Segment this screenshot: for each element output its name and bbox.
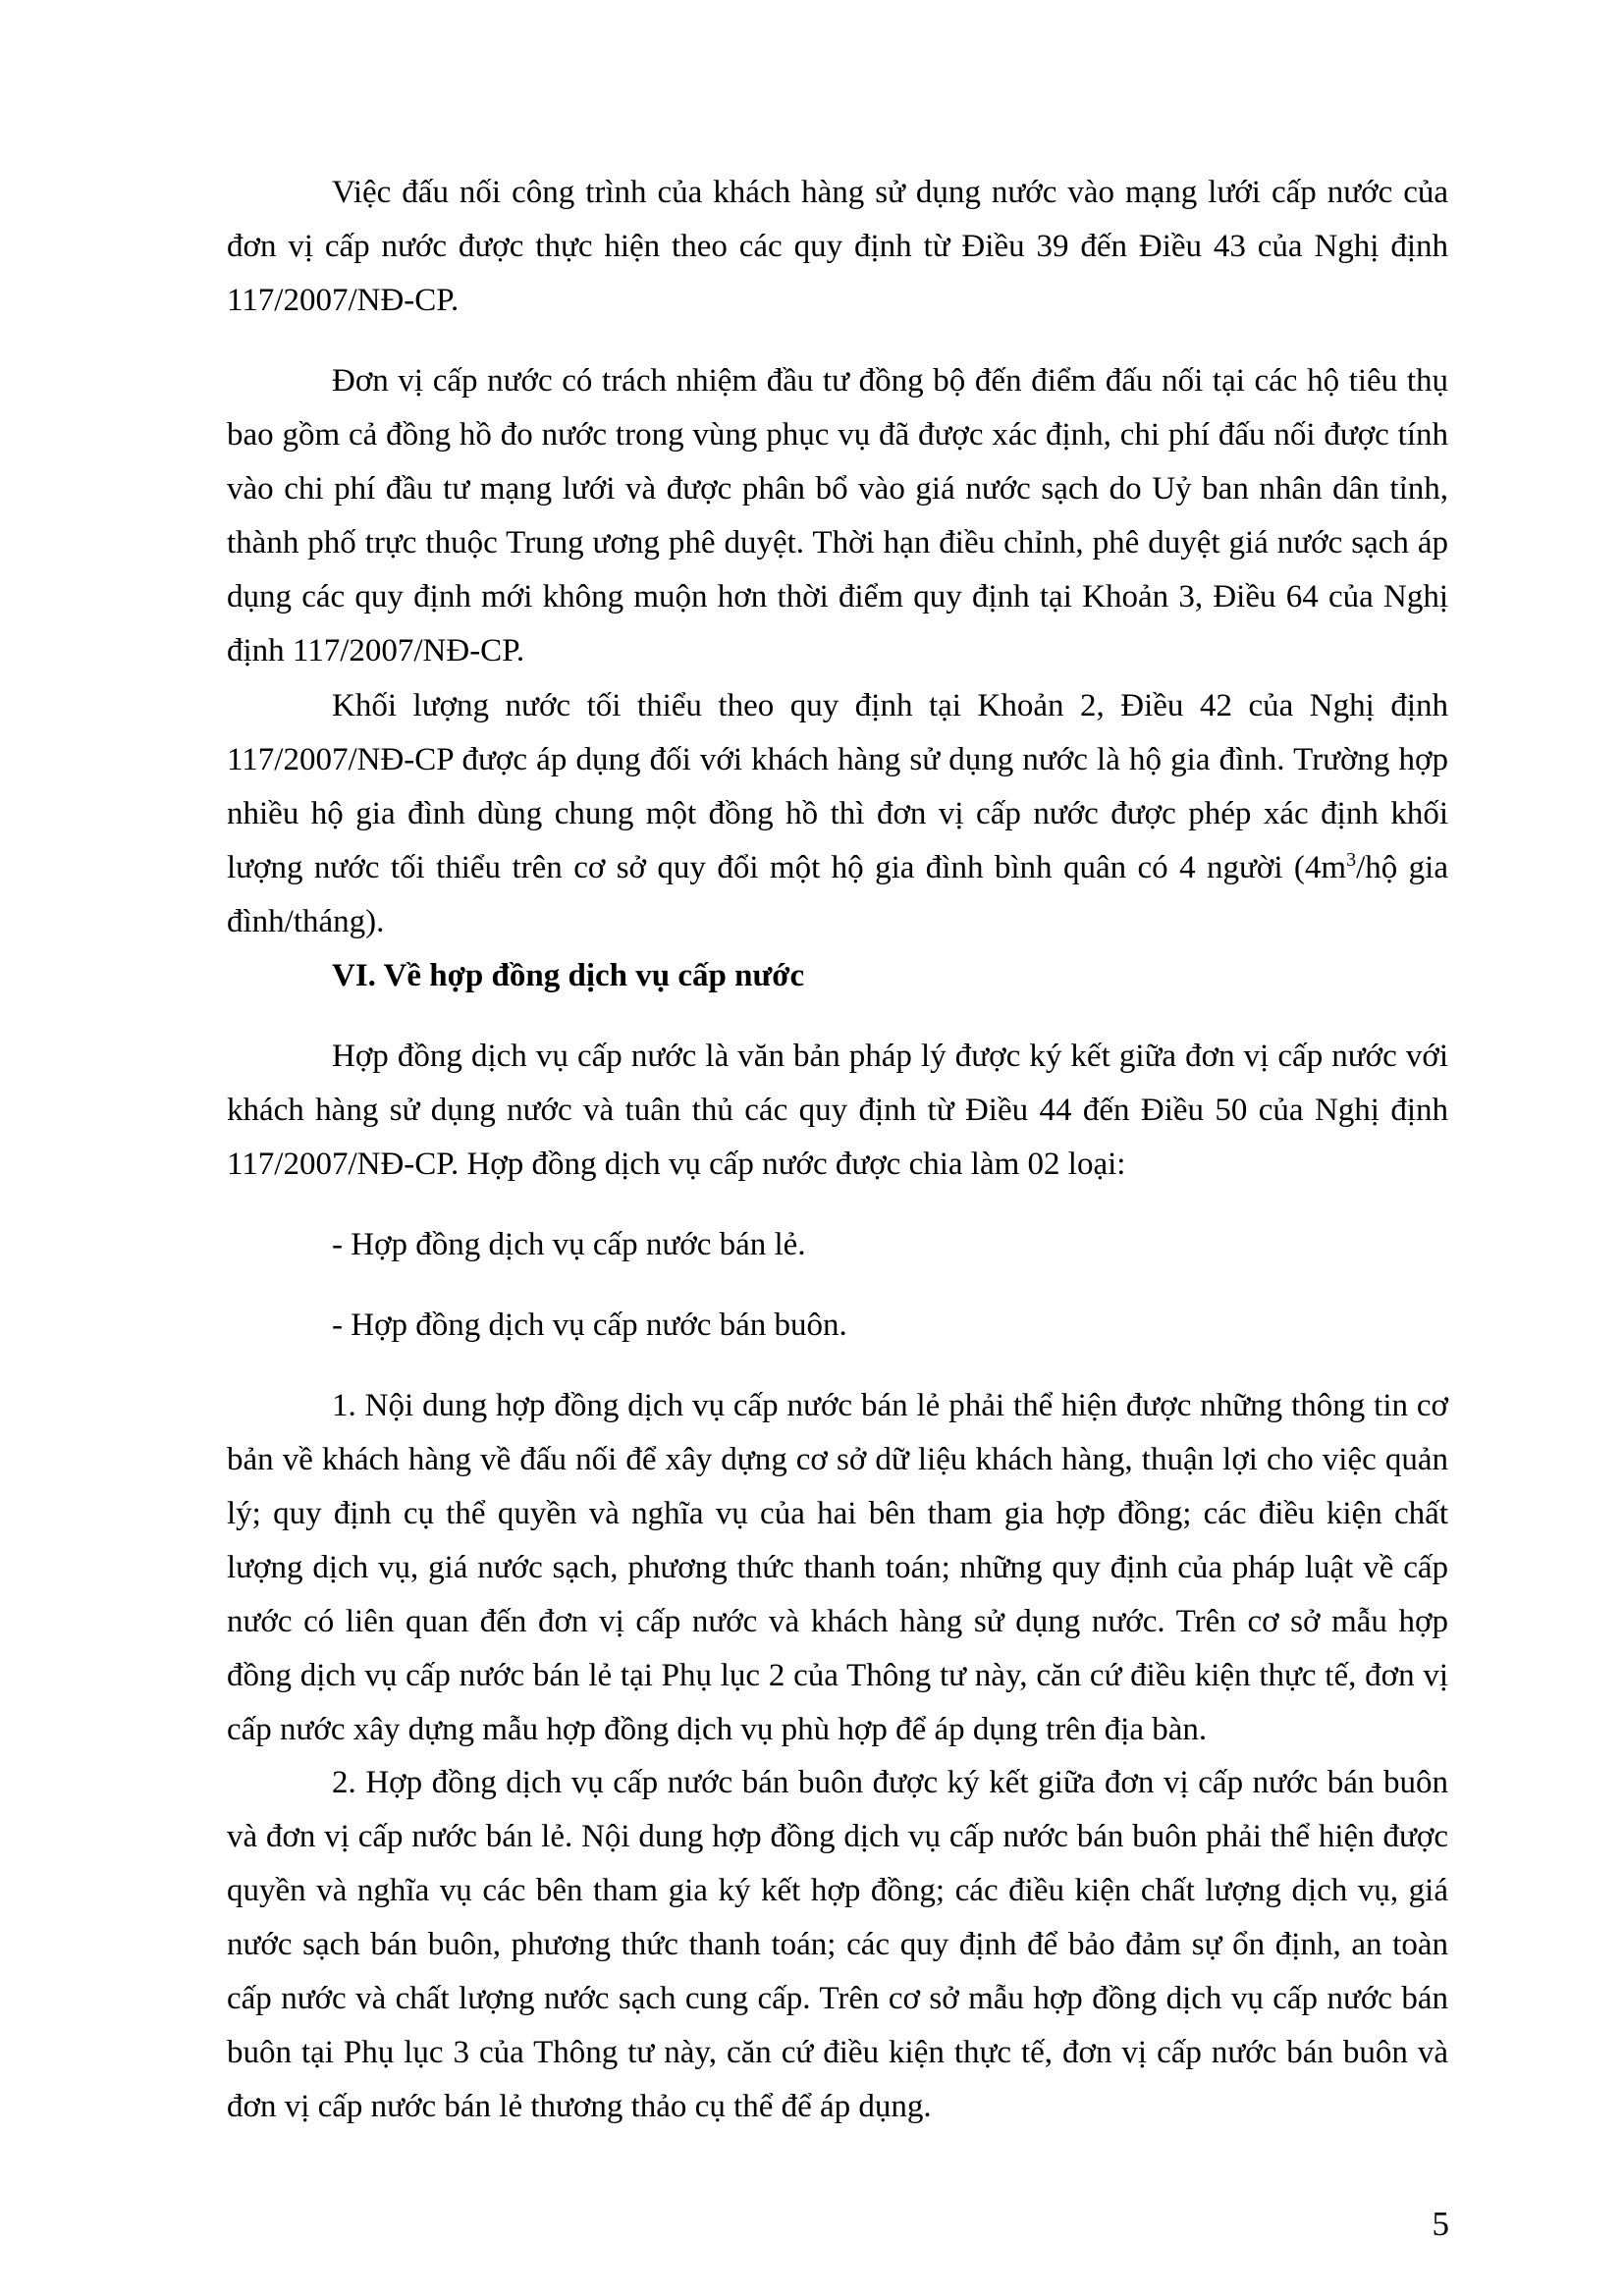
list-item-wholesale: - Hợp đồng dịch vụ cấp nước bán buôn. <box>332 1308 847 1343</box>
paragraph-minimum-volume <box>227 679 1448 949</box>
minimum-volume-tail: /hộ gia đình/tháng). <box>227 850 1448 939</box>
section-heading: VI. Về hợp đồng dịch vụ cấp nước <box>332 958 805 993</box>
paragraph-wholesale-contract: 2. Hợp đồng dịch vụ cấp nước bán buôn được ký kết giữa đơn vị cấp nước bán buôn và đơn vị cấp nước bán lẻ. Nội dung hợp đồng dịch vụ cấp nước bán buôn phải thể hiện được quyền và nghĩa vụ các bên tham gia ký kết hợp đồng; các điều kiện chất lượng dịch vụ, giá nước sạch bán buôn, phương thức thanh toán; các quy định để bảo đảm sự ổn định, an toàn cấp nước và chất lượng nước sạch cung cấp. Trên cơ sở mẫu hợp đồng dịch vụ cấp nước bán buôn tại Phụ lục 3 của Thông tư này, căn cứ điều kiện thực tế, đơn vị cấp nước bán buôn và đơn vị cấp nước bán lẻ thương thảo cụ thể để áp dụng. <box>227 1765 1448 2124</box>
cubic-superscript: 3 <box>1346 849 1357 871</box>
paragraph-contract-definition: Hợp đồng dịch vụ cấp nước là văn bản pháp lý được ký kết giữa đơn vị cấp nước với khách hàng sử dụng nước và tuân thủ các quy định từ Điều 44 đến Điều 50 của Nghị định 117/2007/NĐ-CP. Hợp đồng dịch vụ cấp nước được chia làm 02 loại: <box>227 1039 1448 1182</box>
paragraph-retail-contract: 1. Nội dung hợp đồng dịch vụ cấp nước bán lẻ phải thể hiện được những thông tin cơ bản về khách hàng về đấu nối để xây dựng cơ sở dữ liệu khách hàng, thuận lợi cho việc quản lý; quy định cụ thể quyền và nghĩa vụ của hai bên tham gia hợp đồng; các điều kiện chất lượng dịch vụ, giá nước sạch, phương thức thanh toán; những quy định của pháp luật về cấp nước có liên quan đến đơn vị cấp nước và khách hàng sử dụng nước. Trên cơ sở mẫu hợp đồng dịch vụ cấp nước bán lẻ tại Phụ lục 2 của Thông tư này, căn cứ điều kiện thực tế, đơn vị cấp nước xây dựng mẫu hợp đồng dịch vụ phù hợp để áp dụng trên địa bàn. <box>227 1388 1448 1747</box>
paragraph-connection: Việc đấu nối công trình của khách hàng sử dụng nước vào mạng lưới cấp nước của đơn vị cấp nước được thực hiện theo các quy định từ Điều 39 đến Điều 43 của Nghị định 117/2007/NĐ-CP. <box>227 175 1448 318</box>
list-item-retail: - Hợp đồng dịch vụ cấp nước bán lẻ. <box>332 1227 806 1262</box>
paragraph-investment: Đơn vị cấp nước có trách nhiệm đầu tư đồng bộ đến điểm đấu nối tại các hộ tiêu thụ bao gồm cả đồng hồ đo nước trong vùng phục vụ đã được xác định, chi phí đấu nối được tính vào chi phí đầu tư mạng lưới và được phân bổ vào giá nước sạch do Uỷ ban nhân dân tỉnh, thành phố trực thuộc Trung ương phê duyệt. Thời hạn điều chỉnh, phê duyệt giá nước sạch áp dụng các quy định mới không muộn hơn thời điểm quy định tại Khoản 3, Điều 64 của Nghị định 117/2007/NĐ-CP. <box>227 363 1448 668</box>
page-number: 5 <box>1432 2205 1449 2243</box>
minimum-volume-text: Khối lượng nước tối thiểu theo quy định tại Khoản 2, Điều 42 của Nghị định 117/2007/NĐ-CP được áp dụng đối với khách hàng sử dụng nước là hộ gia đình. Trường hợp nhiều hộ gia đình dùng chung một đồng hồ thì đơn vị cấp nước được phép xác định khối lượng nước tối thiểu trên cơ sở quy đổi một hộ gia đình bình quân có 4 người (4m <box>227 688 1448 885</box>
